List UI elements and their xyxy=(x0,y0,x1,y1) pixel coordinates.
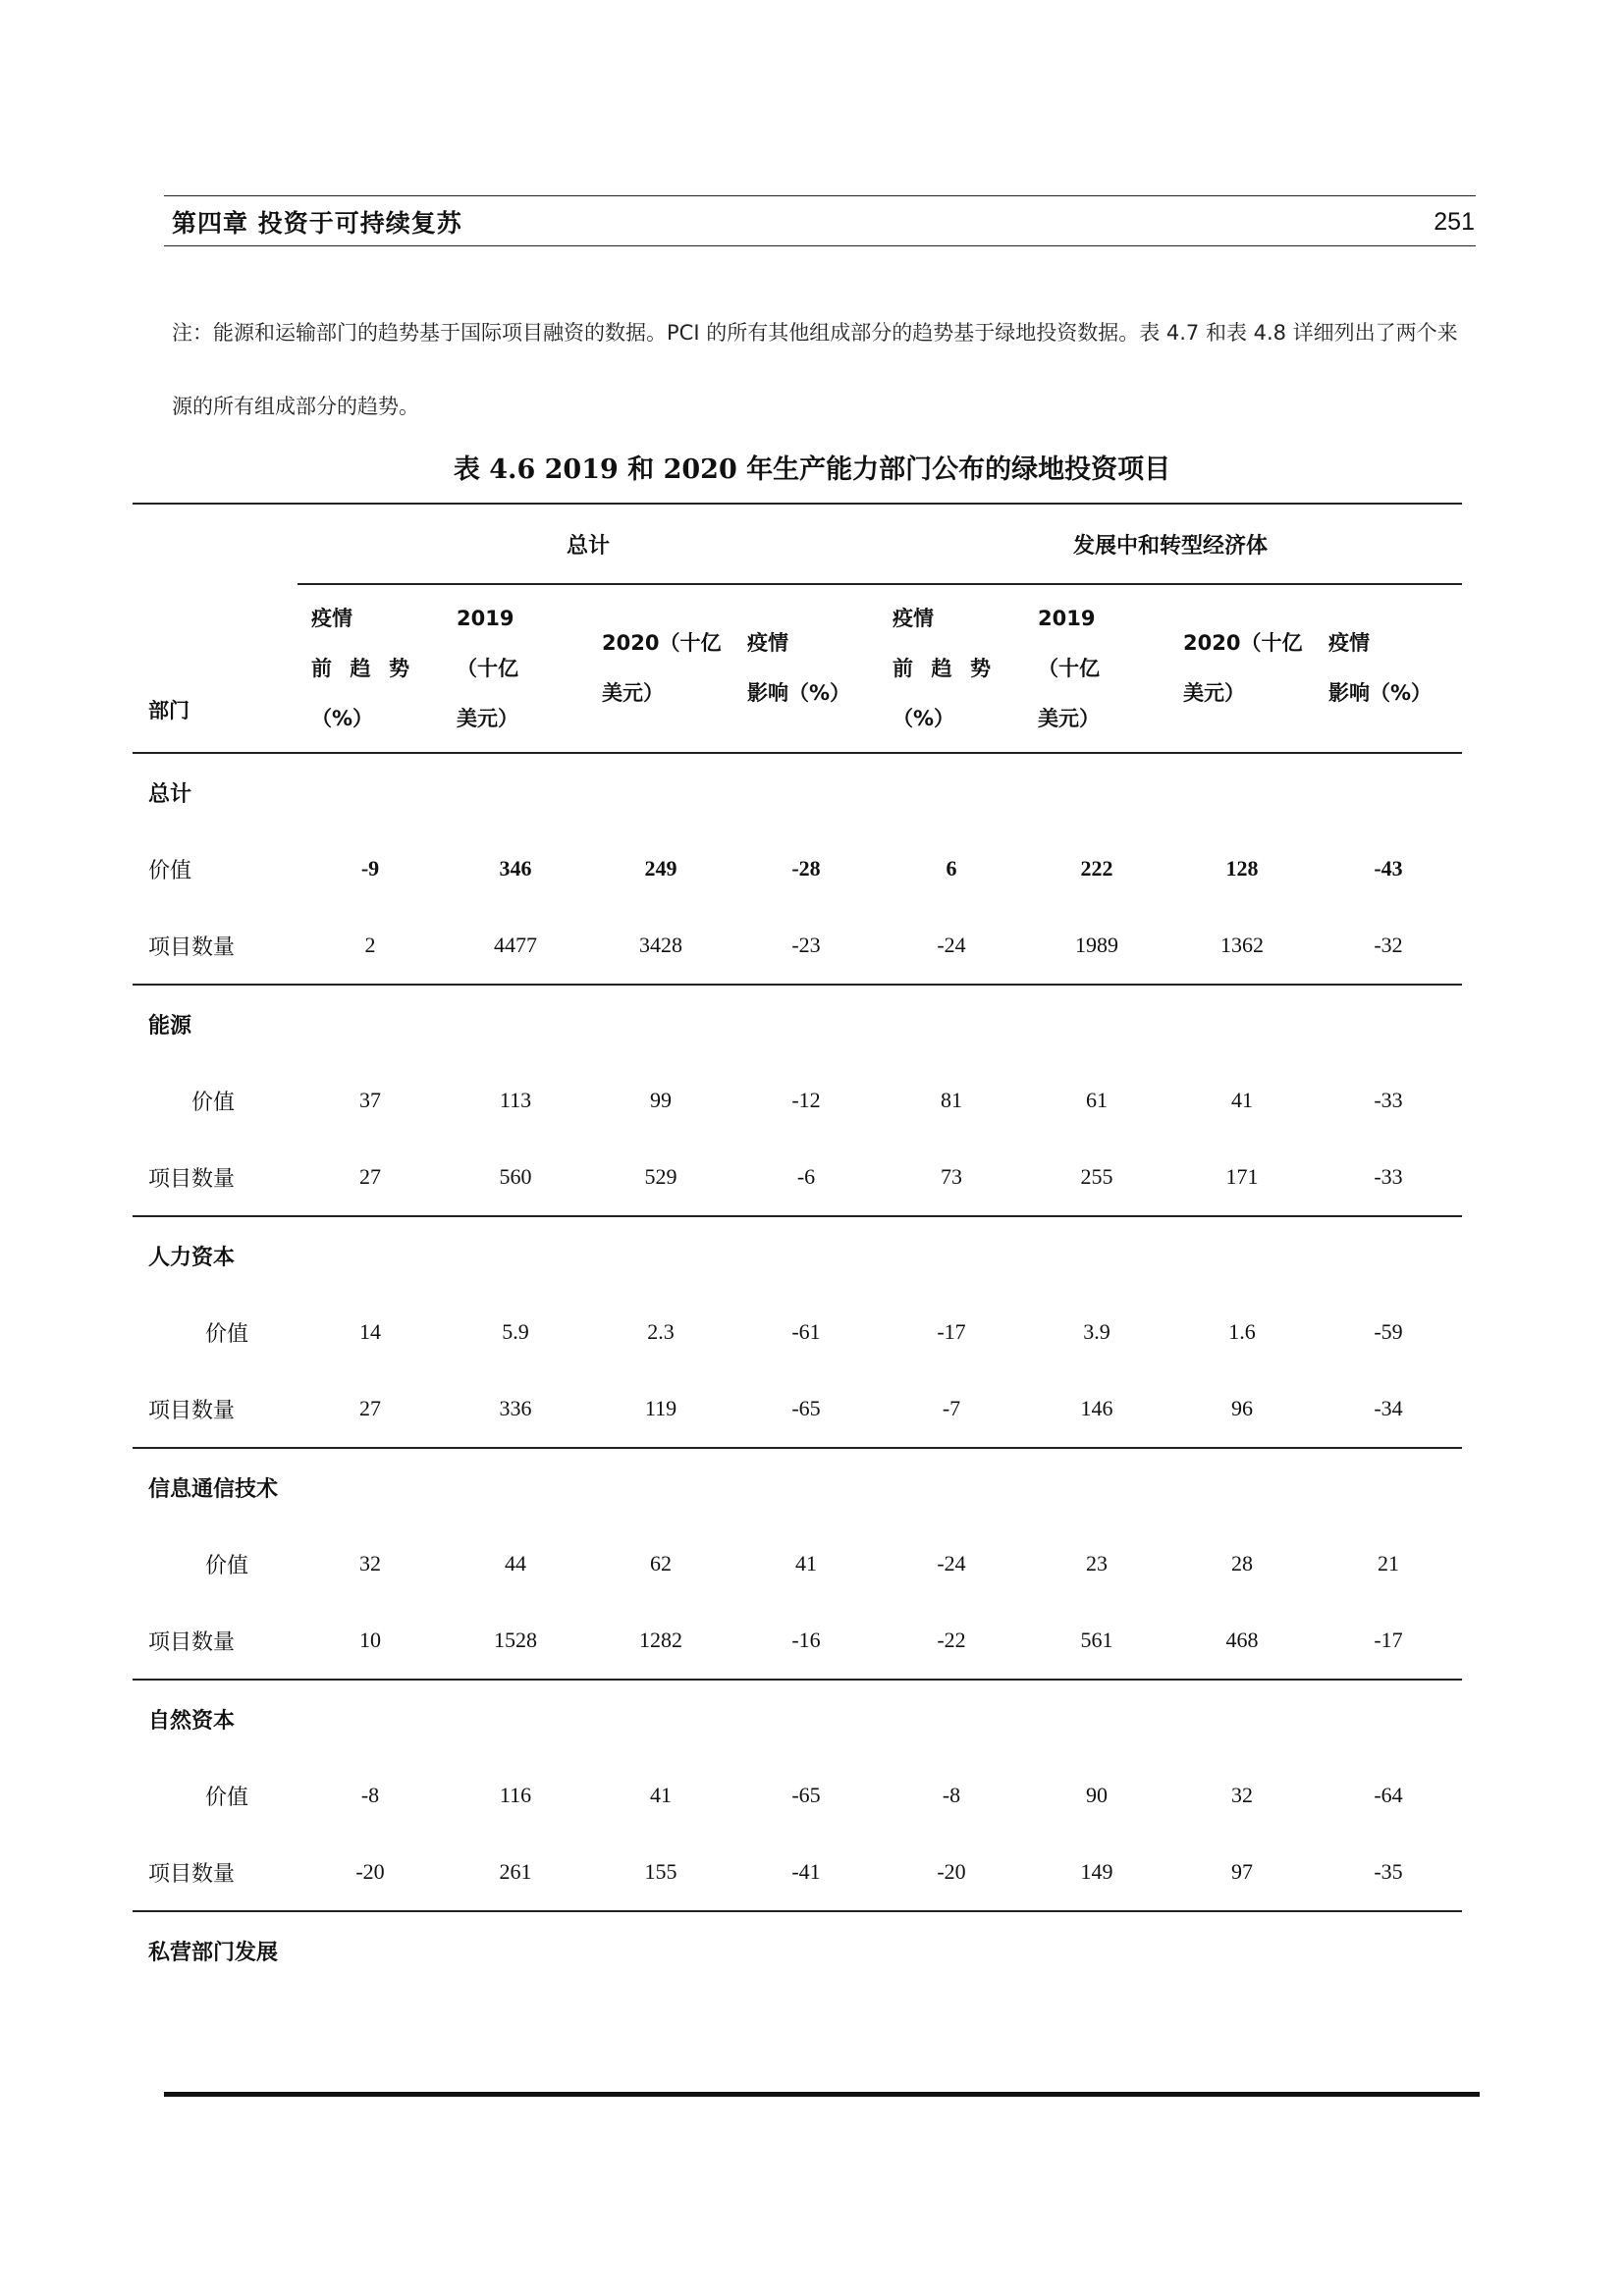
table-cell: 560 xyxy=(443,1139,588,1216)
table-cell: 2.3 xyxy=(647,1319,675,1344)
table-cell: 255 xyxy=(1024,1139,1169,1216)
row-label: 价值 xyxy=(205,1553,249,1578)
col-label-char: 趋 xyxy=(931,656,952,680)
section-title: 能源 xyxy=(148,1013,192,1039)
table-cell: -8 xyxy=(942,1783,961,1807)
value-row xyxy=(133,830,1462,907)
table-cell: 146 xyxy=(1024,1370,1169,1448)
table-cell: 96 xyxy=(1169,1370,1315,1448)
row-label: 项目数量 xyxy=(133,1370,298,1448)
table-cell: 561 xyxy=(1024,1602,1169,1680)
count-row xyxy=(133,1370,1462,1448)
col-label-line: 疫情 xyxy=(893,606,935,630)
header-rule-bottom xyxy=(164,245,1476,246)
section-title: 私营部门发展 xyxy=(148,1940,279,1965)
row-label: 项目数量 xyxy=(133,1834,298,1911)
table-cell: -16 xyxy=(733,1602,879,1680)
row-label: 项目数量 xyxy=(133,1139,298,1216)
table-cell: 3.9 xyxy=(1083,1319,1110,1344)
col-impact-total xyxy=(733,584,879,753)
col-2019-total xyxy=(443,584,588,753)
table-cell: -61 xyxy=(791,1319,821,1344)
table-cell: 73 xyxy=(879,1139,1024,1216)
table-cell: 41 xyxy=(1231,1088,1254,1112)
table-cell: 222 xyxy=(1080,856,1113,881)
page-number: 251 xyxy=(1434,208,1475,236)
table-cell: -24 xyxy=(937,1551,966,1575)
table-cell: 27 xyxy=(298,1139,443,1216)
group-dev-header: 发展中和转型经济体 xyxy=(879,504,1462,584)
row-label: 价值 xyxy=(205,1785,249,1810)
table-cell: 3428 xyxy=(588,907,733,985)
table-cell: 10 xyxy=(298,1602,443,1680)
table-cell: 21 xyxy=(1378,1551,1400,1575)
table-cell: 41 xyxy=(650,1783,672,1807)
table-cell: 41 xyxy=(795,1551,817,1575)
table-cell: 1362 xyxy=(1169,907,1315,985)
table-cell: 28 xyxy=(1231,1551,1254,1575)
table-cell: -8 xyxy=(360,1783,380,1807)
col-label-line: （%） xyxy=(893,706,955,730)
col-label-line: 影响（%） xyxy=(747,681,851,705)
table-cell: 6 xyxy=(946,856,957,881)
table-cell: -33 xyxy=(1374,1088,1403,1112)
table-cell: 62 xyxy=(650,1551,672,1575)
table-cell: -33 xyxy=(1315,1139,1462,1216)
table-cell: 249 xyxy=(644,856,677,881)
investment-table xyxy=(133,503,1462,1989)
col-label-char: 前 xyxy=(311,656,332,680)
table-cell: 14 xyxy=(359,1319,381,1344)
col-impact-dev xyxy=(1315,584,1462,753)
value-row xyxy=(133,1294,1462,1370)
table-cell: 128 xyxy=(1225,856,1259,881)
table-cell: 2 xyxy=(298,907,443,985)
table-cell: -43 xyxy=(1374,856,1403,881)
table-cell: -17 xyxy=(1315,1602,1462,1680)
table-cell: -17 xyxy=(937,1319,966,1344)
table-cell: 81 xyxy=(941,1088,963,1112)
table-cell: -12 xyxy=(791,1088,821,1112)
table-cell: -65 xyxy=(733,1370,879,1448)
table-cell: -28 xyxy=(791,856,821,881)
section-row xyxy=(133,1680,1462,1757)
section-title: 信息通信技术 xyxy=(148,1476,279,1502)
col-pre-trend-dev xyxy=(879,584,1024,753)
col-label-line: 美元） xyxy=(1183,681,1246,705)
table-cell: 5.9 xyxy=(502,1319,529,1344)
table-cell: -64 xyxy=(1374,1783,1403,1807)
col-label-line: 疫情 xyxy=(311,606,352,630)
col-label-line: 美元） xyxy=(602,681,664,705)
table-cell: -22 xyxy=(879,1602,1024,1680)
column-header-row xyxy=(133,584,1462,753)
group-total-header: 总计 xyxy=(298,504,879,584)
table-cell: 468 xyxy=(1169,1602,1315,1680)
value-row xyxy=(133,1757,1462,1834)
count-row xyxy=(133,1834,1462,1911)
section-title: 总计 xyxy=(148,781,192,807)
section-row xyxy=(133,1448,1462,1525)
col-label-line: 2020（十亿 xyxy=(1183,631,1303,655)
table-cell: 1528 xyxy=(443,1602,588,1680)
table-cell: -32 xyxy=(1315,907,1462,985)
col-2019-dev xyxy=(1024,584,1169,753)
table-cell: -7 xyxy=(879,1370,1024,1448)
table-cell: 32 xyxy=(359,1551,381,1575)
table-cell: 155 xyxy=(588,1834,733,1911)
col-label-line: 疫情 xyxy=(747,631,788,655)
col-2020-dev xyxy=(1169,584,1315,753)
col-label-line: 疫情 xyxy=(1328,631,1371,655)
dept-header: 部门 xyxy=(133,584,298,753)
chapter-title: 第四章 投资于可持续复苏 xyxy=(172,209,462,238)
table-caption: 表 4.6 2019 和 2020 年生产能力部门公布的绿地投资项目 xyxy=(453,454,1171,485)
table-cell: -23 xyxy=(733,907,879,985)
table-note: 注：能源和运输部门的趋势基于国际项目融资的数据。PCI 的所有其他组成部分的趋势基于绿地投资数据。表 4.7 和表 4.8 详细列出了两个来源的所有组成部分的趋势。 xyxy=(172,321,1458,418)
section-title: 自然资本 xyxy=(148,1708,236,1734)
table-cell: -9 xyxy=(360,856,380,881)
table-cell: -35 xyxy=(1315,1834,1462,1911)
table-cell: -20 xyxy=(879,1834,1024,1911)
row-label: 项目数量 xyxy=(133,1602,298,1680)
table-body xyxy=(133,753,1462,1989)
table-cell: 261 xyxy=(443,1834,588,1911)
col-label-line: 2019 xyxy=(457,606,514,630)
table-cell: 119 xyxy=(588,1370,733,1448)
table-cell: -24 xyxy=(879,907,1024,985)
table-cell: 113 xyxy=(499,1088,532,1112)
table-cell: 346 xyxy=(499,856,532,881)
group-header-row xyxy=(133,504,1462,584)
table-cell: -34 xyxy=(1315,1370,1462,1448)
count-row xyxy=(133,907,1462,985)
header-rule-top xyxy=(164,195,1476,196)
col-label-line: （十亿 xyxy=(1038,656,1101,680)
value-row xyxy=(133,1525,1462,1602)
section-row xyxy=(133,1216,1462,1294)
table-cell: 1.6 xyxy=(1228,1319,1256,1344)
table-cell: -41 xyxy=(733,1834,879,1911)
section-row xyxy=(133,1911,1462,1989)
row-label: 价值 xyxy=(148,858,192,883)
table-cell: -20 xyxy=(298,1834,443,1911)
table-cell: 97 xyxy=(1169,1834,1315,1911)
col-label-line: 2019 xyxy=(1038,606,1096,630)
col-label-line: 影响（%） xyxy=(1328,681,1433,705)
table-cell: 1282 xyxy=(588,1602,733,1680)
row-label: 价值 xyxy=(205,1321,249,1347)
col-2020-total xyxy=(588,584,733,753)
table-cell: 44 xyxy=(505,1551,526,1575)
col-label-char: 势 xyxy=(389,656,409,680)
table-cell: -6 xyxy=(733,1139,879,1216)
table-cell: 149 xyxy=(1024,1834,1169,1911)
col-label-char: 趋 xyxy=(350,656,371,680)
table-cell: 529 xyxy=(588,1139,733,1216)
table-cell: 4477 xyxy=(443,907,588,985)
section-row xyxy=(133,753,1462,830)
table-cell: 27 xyxy=(298,1370,443,1448)
col-label-line: 美元） xyxy=(1038,706,1101,730)
col-label-char: 势 xyxy=(970,656,992,680)
col-label-char: 前 xyxy=(893,656,914,680)
table-cell: 23 xyxy=(1086,1551,1109,1575)
section-title: 人力资本 xyxy=(148,1245,236,1270)
col-label-line: 美元） xyxy=(457,706,518,730)
count-row xyxy=(133,1139,1462,1216)
col-label-line: 2020（十亿 xyxy=(602,631,722,655)
col-label-line: （%） xyxy=(311,706,374,730)
table-cell: 37 xyxy=(359,1088,381,1112)
table-cell: 171 xyxy=(1169,1139,1315,1216)
table-cell: 61 xyxy=(1086,1088,1109,1112)
col-pre-trend-total xyxy=(298,584,443,753)
row-label: 价值 xyxy=(191,1090,236,1115)
table-cell: 336 xyxy=(443,1370,588,1448)
section-row xyxy=(133,985,1462,1062)
value-row xyxy=(133,1062,1462,1139)
col-label-line: （十亿 xyxy=(457,656,518,680)
table-cell: 116 xyxy=(499,1783,532,1807)
table-cell: 1989 xyxy=(1024,907,1169,985)
table-cell: 32 xyxy=(1231,1783,1254,1807)
table-cell: -59 xyxy=(1374,1319,1403,1344)
table-cell: 90 xyxy=(1086,1783,1109,1807)
count-row xyxy=(133,1602,1462,1680)
table-cell: -65 xyxy=(791,1783,821,1807)
table-cell: 99 xyxy=(650,1088,672,1112)
row-label: 项目数量 xyxy=(133,907,298,985)
footer-rule xyxy=(164,2092,1480,2097)
